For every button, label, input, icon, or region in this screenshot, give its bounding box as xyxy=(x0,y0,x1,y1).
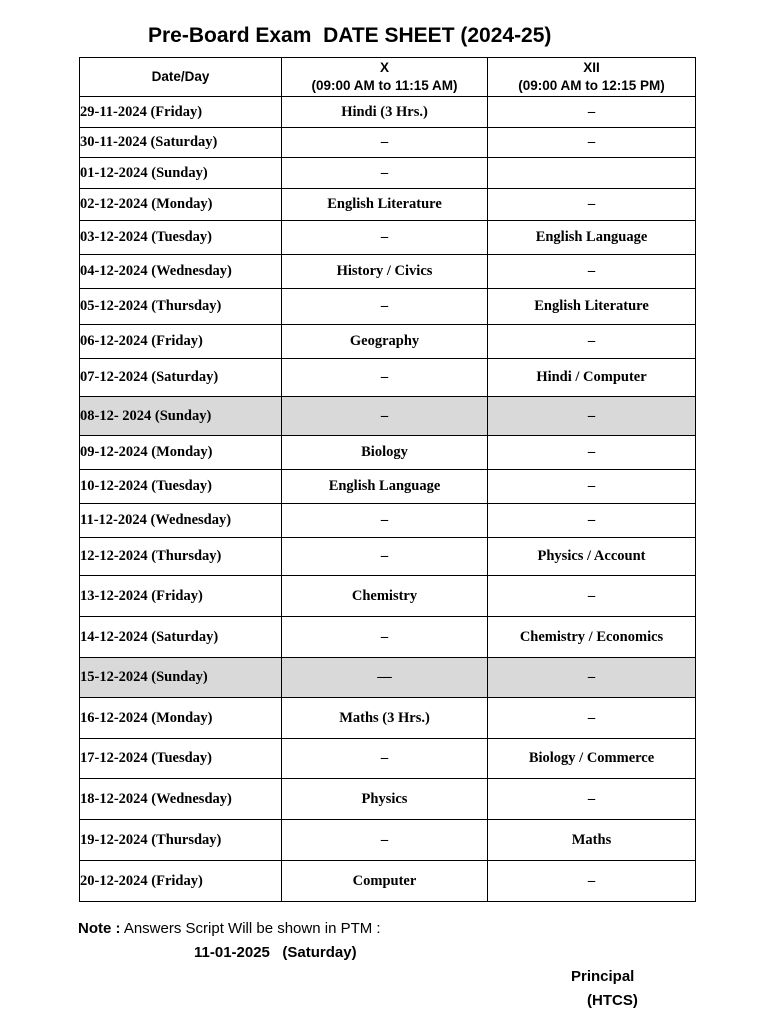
table-row xyxy=(80,861,696,902)
row-date: 11-12-2024 (Wednesday) xyxy=(80,504,282,538)
row-class-x-subject: Hindi (3 Hrs.) xyxy=(282,97,488,128)
row-class-xii-subject: Maths xyxy=(488,820,696,861)
row-class-xii-subject: Biology / Commerce xyxy=(488,739,696,779)
row-date: 08-12- 2024 (Sunday) xyxy=(80,397,282,436)
header-class-x xyxy=(282,58,488,97)
row-class-xii-subject: Physics / Account xyxy=(488,538,696,576)
row-date: 20-12-2024 (Friday) xyxy=(80,861,282,902)
date-sheet-table xyxy=(79,57,696,902)
table-row xyxy=(80,820,696,861)
table-header-row xyxy=(80,58,696,97)
row-class-xii-subject: – xyxy=(488,436,696,470)
table-row xyxy=(80,221,696,255)
row-class-xii-subject: English Language xyxy=(488,221,696,255)
row-class-x-subject: English Literature xyxy=(282,189,488,221)
row-class-x-subject: – xyxy=(282,128,488,158)
note-text: Answers Script Will be shown in PTM : xyxy=(120,920,381,937)
row-date: 19-12-2024 (Thursday) xyxy=(80,820,282,861)
row-date: 05-12-2024 (Thursday) xyxy=(80,289,282,325)
row-date: 06-12-2024 (Friday) xyxy=(80,325,282,359)
row-date: 12-12-2024 (Thursday) xyxy=(80,538,282,576)
header-class-xii-time: (09:00 AM to 12:15 PM) xyxy=(518,78,665,93)
table-row xyxy=(80,470,696,504)
table-row xyxy=(80,617,696,658)
header-class-x-label: X xyxy=(379,60,389,75)
row-class-xii-subject: – xyxy=(488,397,696,436)
header-class-xii xyxy=(488,58,696,97)
table-row xyxy=(80,739,696,779)
row-class-x-subject: — xyxy=(282,658,488,698)
note-line xyxy=(78,920,381,937)
row-class-xii-subject: Hindi / Computer xyxy=(488,359,696,397)
row-date: 07-12-2024 (Saturday) xyxy=(80,359,282,397)
header-class-xii-label: XII xyxy=(583,60,600,75)
table-row-holiday xyxy=(80,397,696,436)
row-class-x-subject: Maths (3 Hrs.) xyxy=(282,698,488,739)
row-class-xii-subject xyxy=(488,158,696,189)
row-date: 02-12-2024 (Monday) xyxy=(80,189,282,221)
row-class-x-subject: – xyxy=(282,538,488,576)
row-class-xii-subject: – xyxy=(488,658,696,698)
row-class-xii-subject: English Literature xyxy=(488,289,696,325)
row-date: 14-12-2024 (Saturday) xyxy=(80,617,282,658)
row-date: 04-12-2024 (Wednesday) xyxy=(80,255,282,289)
row-date: 13-12-2024 (Friday) xyxy=(80,576,282,617)
signature-school: (HTCS) xyxy=(587,992,638,1009)
row-class-x-subject: – xyxy=(282,504,488,538)
row-class-x-subject: – xyxy=(282,397,488,436)
table-row xyxy=(80,97,696,128)
row-class-xii-subject: – xyxy=(488,97,696,128)
row-class-x-subject: Biology xyxy=(282,436,488,470)
header-class-x-time: (09:00 AM to 11:15 AM) xyxy=(311,78,458,93)
table-row xyxy=(80,436,696,470)
row-date: 01-12-2024 (Sunday) xyxy=(80,158,282,189)
row-class-x-subject: – xyxy=(282,158,488,189)
row-class-x-subject: – xyxy=(282,739,488,779)
table-row xyxy=(80,538,696,576)
row-class-x-subject: – xyxy=(282,359,488,397)
row-class-x-subject: Geography xyxy=(282,325,488,359)
row-date: 16-12-2024 (Monday) xyxy=(80,698,282,739)
table-row xyxy=(80,504,696,538)
row-class-x-subject: – xyxy=(282,617,488,658)
row-class-xii-subject: – xyxy=(488,255,696,289)
row-class-xii-subject: – xyxy=(488,470,696,504)
row-class-xii-subject: – xyxy=(488,504,696,538)
table-row xyxy=(80,779,696,820)
table-row xyxy=(80,128,696,158)
table-row xyxy=(80,255,696,289)
row-class-x-subject: Chemistry xyxy=(282,576,488,617)
row-class-x-subject: Computer xyxy=(282,861,488,902)
row-class-xii-subject: – xyxy=(488,861,696,902)
row-class-x-subject: History / Civics xyxy=(282,255,488,289)
page-title: Pre-Board Exam DATE SHEET (2024-25) xyxy=(148,24,552,47)
row-date: 10-12-2024 (Tuesday) xyxy=(80,470,282,504)
row-class-xii-subject: – xyxy=(488,698,696,739)
table-row-holiday xyxy=(80,658,696,698)
table-row xyxy=(80,359,696,397)
row-date: 09-12-2024 (Monday) xyxy=(80,436,282,470)
row-class-x-subject: Physics xyxy=(282,779,488,820)
row-class-x-subject: – xyxy=(282,820,488,861)
row-date: 18-12-2024 (Wednesday) xyxy=(80,779,282,820)
row-class-xii-subject: Chemistry / Economics xyxy=(488,617,696,658)
table-row xyxy=(80,698,696,739)
row-class-x-subject: – xyxy=(282,289,488,325)
row-date: 30-11-2024 (Saturday) xyxy=(80,128,282,158)
header-date-day: Date/Day xyxy=(80,58,282,97)
row-class-xii-subject: – xyxy=(488,779,696,820)
table-row xyxy=(80,325,696,359)
signature-title: Principal xyxy=(571,968,635,985)
row-date: 17-12-2024 (Tuesday) xyxy=(80,739,282,779)
row-class-xii-subject: – xyxy=(488,189,696,221)
note-label: Note : xyxy=(78,920,121,937)
row-date: 03-12-2024 (Tuesday) xyxy=(80,221,282,255)
ptm-date: 11-01-2025 (Saturday) xyxy=(194,944,357,961)
table-row xyxy=(80,189,696,221)
row-class-xii-subject: – xyxy=(488,128,696,158)
table-row xyxy=(80,158,696,189)
row-class-x-subject: – xyxy=(282,221,488,255)
row-class-x-subject: English Language xyxy=(282,470,488,504)
row-date: 15-12-2024 (Sunday) xyxy=(80,658,282,698)
row-class-xii-subject: – xyxy=(488,325,696,359)
table-row xyxy=(80,289,696,325)
row-date: 29-11-2024 (Friday) xyxy=(80,97,282,128)
table-row xyxy=(80,576,696,617)
row-class-xii-subject: – xyxy=(488,576,696,617)
